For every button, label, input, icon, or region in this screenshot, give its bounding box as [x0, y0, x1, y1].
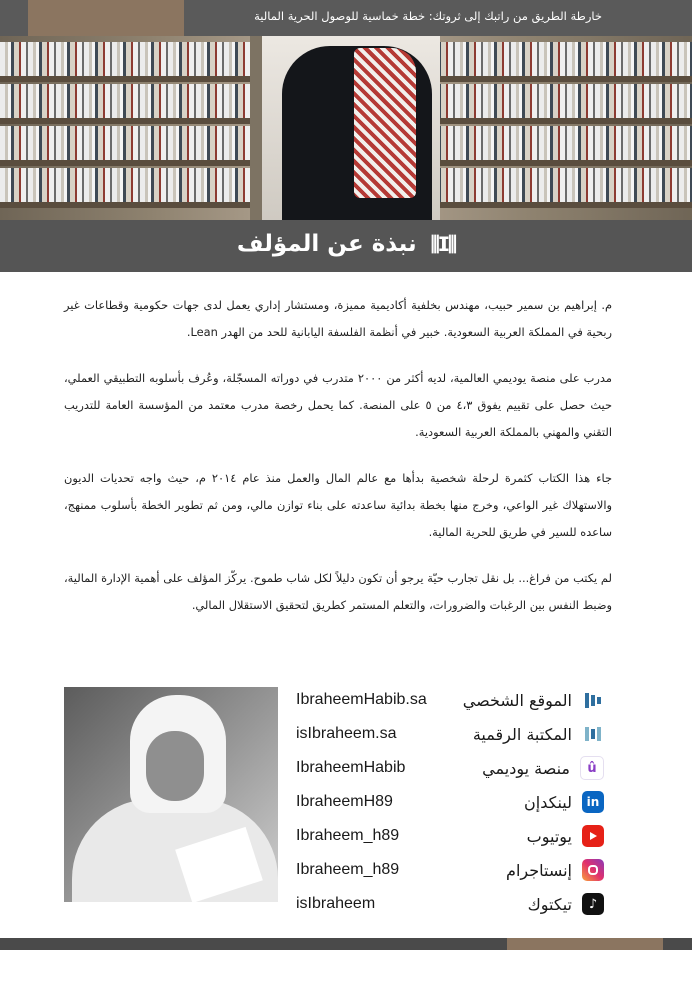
- bio-paragraph: جاء هذا الكتاب كثمرة لرحلة شخصية بدأها مع عالم المال والعمل منذ عام ٢٠١٤ م، حيث واجه تحديات الديون والاستهلاك غير الواعي، وخرج منها بخطة بدائية ساعدته على بناء توازن مالي، ومن ثم تطوير الخطة بأسلوب ممنهج، ساعده للسير في طريق للحرية المالية.: [64, 471, 612, 539]
- section-heading-text: نبذة عن المؤلف: [236, 231, 417, 257]
- author-logo-icon: ⫼ⵊ⫼: [430, 232, 456, 256]
- library-icon: [582, 723, 604, 745]
- section-header-band: [0, 220, 692, 272]
- social-links-list: [296, 683, 604, 921]
- link-handle[interactable]: IbraheemHabib: [296, 759, 406, 776]
- link-handle[interactable]: IbraheemH89: [296, 793, 393, 810]
- author-bio: [64, 292, 612, 638]
- link-label: يوتيوب: [526, 826, 572, 846]
- footer-accent: [507, 938, 663, 950]
- bar-chart-icon: [582, 689, 604, 711]
- top-bar: [0, 0, 692, 36]
- instagram-icon: [582, 859, 604, 881]
- link-tiktok[interactable]: [296, 887, 604, 921]
- linkedin-icon: in: [582, 791, 604, 813]
- hero-person: [262, 36, 440, 220]
- top-bar-accent: [28, 0, 184, 36]
- bio-paragraph: مدرب على منصة يوديمي العالمية، لديه أكثر من ٢٠٠٠ متدرب في دوراته المسجّلة، وعُرف بأسلوبه التطبيقي العملي، حيث حصل على تقييم يفوق ٤،٣ من ٥ على المنصة. كما يحمل رخصة مدرب معتمد من المؤسسة العامة للتدريب التقني والمهني بالمملكة العربية السعودية.: [64, 371, 612, 439]
- link-youtube[interactable]: [296, 819, 604, 853]
- link-website[interactable]: [296, 683, 604, 717]
- link-handle[interactable]: Ibraheem_h89: [296, 827, 400, 844]
- hero-library-image: [0, 36, 692, 220]
- bio-paragraph: لم يكتب من فراغ... بل نقل تجارب حيّة يرجو أن تكون دليلاً لكل شاب طموح. يركّز المؤلف على أهمية الإدارة المالية، وضبط النفس بين الرغبات والضرورات، والتعلم المستمر كطريق لتحقيق الاستقلال المالي.: [64, 571, 612, 612]
- link-label: المكتبة الرقمية: [472, 724, 572, 744]
- footer-bar: [0, 938, 692, 950]
- book-title: خارطة الطريق من راتبك إلى ثروتك: خطة خماسية للوصول الحرية المالية: [254, 9, 602, 23]
- link-handle[interactable]: Ibraheem_h89: [296, 861, 400, 878]
- link-handle[interactable]: isIbraheem: [296, 895, 376, 912]
- youtube-icon: [582, 825, 604, 847]
- link-linkedin[interactable]: [296, 785, 604, 819]
- section-heading: [0, 231, 692, 257]
- tiktok-icon: ♪: [582, 893, 604, 915]
- link-udemy[interactable]: [296, 751, 604, 785]
- link-handle[interactable]: IbraheemHabib.sa: [296, 691, 427, 708]
- bookshelf-right: [427, 36, 692, 220]
- link-label: الموقع الشخصي: [462, 690, 572, 710]
- author-portrait: [64, 687, 278, 902]
- bio-paragraph: م. إبراهيم بن سمير حبيب، مهندس بخلفية أكاديمية مميزة، ومستشار إداري يعمل لدى جهات حكومية وقطاعات غير ربحية في المملكة العربية السعودية. خبير في أنظمة الفلسفة اليابانية للحد من الهدر Lean.: [64, 298, 612, 339]
- link-label: منصة يوديمي: [482, 758, 570, 778]
- link-instagram[interactable]: [296, 853, 604, 887]
- link-library[interactable]: [296, 717, 604, 751]
- bookshelf-left: [0, 36, 250, 220]
- link-handle[interactable]: isIbraheem.sa: [296, 725, 397, 742]
- udemy-icon: û: [580, 756, 604, 780]
- link-label: لينكدإن: [524, 792, 572, 812]
- link-label: تيكتوك: [527, 894, 572, 914]
- link-label: إنستاجرام: [506, 860, 572, 880]
